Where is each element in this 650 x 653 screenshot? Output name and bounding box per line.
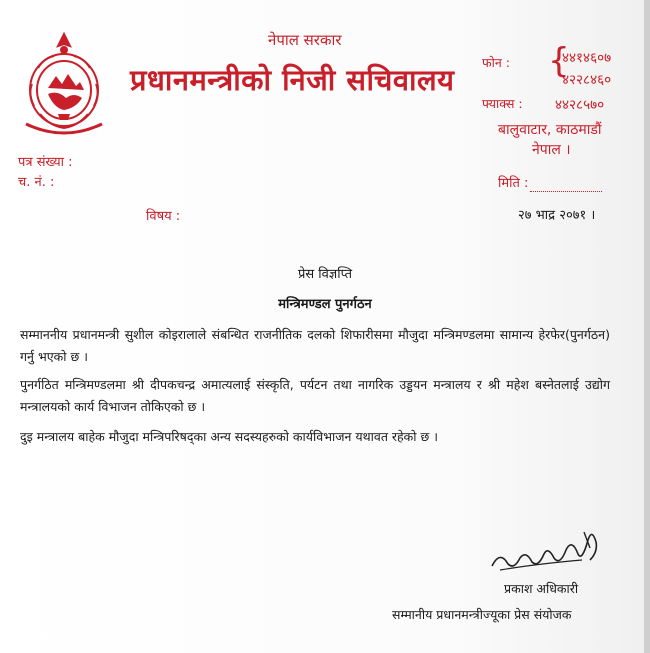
address-line-2: नेपाल । bbox=[532, 142, 571, 158]
brace-icon: { bbox=[548, 41, 570, 81]
bishaya-label: विषय : bbox=[146, 209, 181, 224]
government-title: नेपाल सरकार bbox=[268, 31, 342, 49]
paragraph-3: दुइ मन्त्रालय बाहेक मौजुदा मन्त्रिपरिषद्का अन्य सदस्यहरुको कार्यविभाजन यथावत रहेको छ । bbox=[20, 429, 438, 444]
cha-no-label: च. नं. : bbox=[18, 175, 55, 190]
miti-dotted-line bbox=[530, 176, 602, 192]
miti-field bbox=[498, 173, 602, 192]
nepal-emblem-icon bbox=[18, 28, 110, 140]
signatory-name: प्रकाश अधिकारी bbox=[504, 581, 579, 596]
office-title: प्रधानमन्त्रीको निजी सचिवालय bbox=[130, 63, 455, 97]
paragraph-2: पुनर्गठित मन्त्रिमण्डलमा श्री दीपकचन्द्र अमात्यलाई संस्कृति, पर्यटन तथा नागरिक उड्डयन मन्त्रालय र श्री महेश बस्नेतलाई उद्योग मन्त्रालयको कार्य विभाजन तोकिएको छ । bbox=[20, 377, 610, 414]
notice-heading: मन्त्रिमण्डल पुनर्गठन bbox=[278, 297, 372, 312]
paragraph-1: सम्माननीय प्रधानमन्त्री सुशील कोइरालाले संबन्धित राजनीतिक दलको शिफारीसमा मौजुदा मन्त्रिमण्डलमा सामान्य हेरफेर(पुनर्गठन) गर्नु भएको छ । bbox=[20, 327, 610, 364]
fax-label: फ्याक्स : bbox=[482, 96, 523, 111]
letter-date: २७ भाद्र २०७१ । bbox=[518, 208, 596, 223]
notice-title: प्रेस विज्ञप्ति bbox=[297, 267, 353, 282]
signatory-title: सम्मानीय प्रधानमन्त्रीज्यूका प्रेस संयोजक bbox=[392, 607, 572, 622]
handwritten-signature bbox=[486, 520, 606, 580]
phone-label: फोन : bbox=[482, 55, 510, 70]
fax-number: ४४२८५७० bbox=[555, 97, 605, 113]
address-line-1: बालुवाटार, काठमाडौं bbox=[498, 122, 602, 138]
patra-sankhya-label: पत्र संख्या : bbox=[18, 155, 73, 170]
phone-number-1: ४४१४६०७ bbox=[562, 50, 612, 66]
miti-label: मिति : bbox=[498, 176, 529, 191]
phone-number-2: ४२२८४६० bbox=[562, 72, 612, 88]
